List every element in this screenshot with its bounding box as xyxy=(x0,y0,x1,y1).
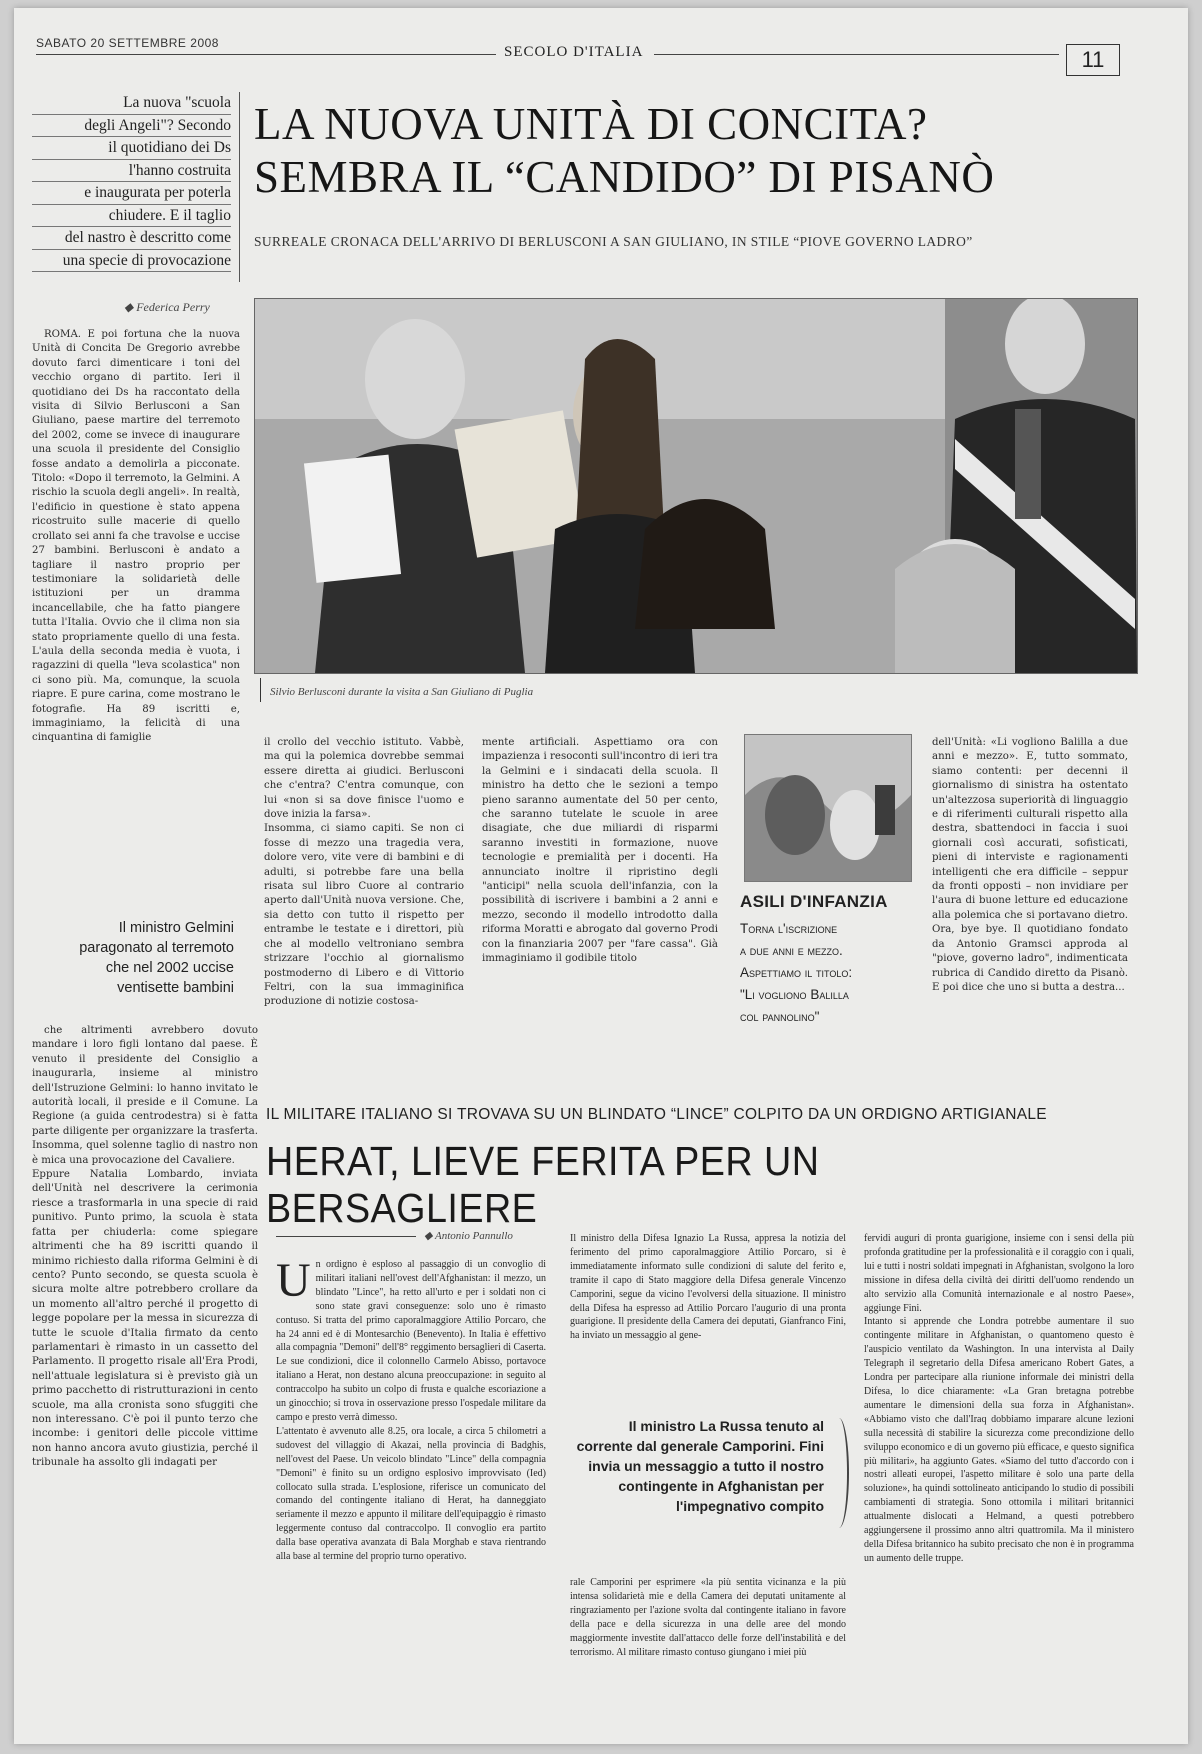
article-paragraph: dell'Unità: «Li vogliono Balilla a due anni e mezzo». E, tutto sommato, siamo contenti: per decenni il giornalismo di sinistra ha ostentato un'altezzosa superiorità di linguaggio e di riferimenti culturali rispetto alla destra, sbattendoci in faccia i suoi giornali così accurati, sofisticati, pieni di interviste e ragionamenti intelligenti che era difficile – seppur da fronti opposti – non invidiare per l'aura di buone letture ed educazione alla polemica che si portavano dietro. Ora, bye bye. Il quotidiano fondato da Antonio Gramsci approda al "piove, governo ladro", indimenticata rubrica di Candido diretto da Pisanò. E poi dice che uno si butta a destra... xyxy=(932,737,1128,993)
headline-line-2: SEMBRA IL “CANDIDO” DI PISANÒ xyxy=(254,152,995,202)
box-photo xyxy=(744,734,912,882)
article-column-2 xyxy=(264,736,464,1086)
main-photo xyxy=(254,298,1138,674)
article2-column-2a xyxy=(570,1232,846,1402)
article2-column-2b xyxy=(570,1576,846,1732)
article-paragraph: il crollo del vecchio istituto. Vabbè, ma qui la polemica dovrebbe semmai essere diretta ai giudici. Berlusconi che c'entra? C'entra comunque, con lui «non si sa dove finisce l'uomo e dove inizia la farsa». Insomma, ci siamo capiti. Se non ci fosse di mezzo una tragedia vera, dolore vero, vite vere di bambini e di adulti, si potrebbe fare una bella risata sul libro Cuore al contrario aperto dall'Unità nuova versione. Che, sia detto con tutto il rispetto per entrambe le testate e i direttori, più che al modello veltroniano sembra strizzare l'occhio al giornalismo postmoderno di Libero e di Vittorio Feltri, con la sua immaginifica produzione di notizie costosa- xyxy=(264,737,464,1008)
subheadline: SURREALE CRONACA DELL'ARRIVO DI BERLUSCONI A SAN GIULIANO, IN STILE “PIOVE GOVERNO LADRO” xyxy=(254,234,973,249)
article2-column-1 xyxy=(276,1258,546,1732)
standfirst-line: del nastro è descritto come xyxy=(32,227,231,250)
dropcap: U xyxy=(276,1258,311,1307)
standfirst-line: e inaugurata per poterla xyxy=(32,182,231,205)
standfirst-line: degli Angeli"? Secondo xyxy=(32,115,231,138)
byline: ◆ Federica Perry xyxy=(124,300,210,314)
article2-byline: ◆ Antonio Pannullo xyxy=(424,1230,513,1242)
article-column-3 xyxy=(482,736,718,1086)
standfirst-line: il quotidiano dei Ds xyxy=(32,137,231,160)
pull-quote: Il ministro Gelmini paragonato al terremoto che nel 2002 uccise ventisette bambini xyxy=(79,920,234,996)
article2-headline: HERAT, LIEVE FERITA PER UN BERSAGLIERE xyxy=(266,1138,820,1231)
photo-caption: Silvio Berlusconi durante la visita a San Giuliano di Puglia xyxy=(270,686,534,698)
article2-pull-quote: Il ministro La Russa tenuto al corrente dal generale Camporini. Fini invia un messaggio a tutto il nostro contingente in Afghanistan per l'impegnativo compito xyxy=(576,1418,824,1514)
box-text-line: a due anni e mezzo. xyxy=(740,943,843,958)
article-paragraph: mente artificiali. Aspettiamo ora con impazienza i resoconti sull'incontro di ieri tra la Gelmini e i sindacati della scuola. Il ministro ha detto che le sezioni a tempo pieno saranno aumentate del 50 per cento, che saranno tutelate le scuole in aree disagiate, che due miliardi di risparmi saranno investiti in formazione, nuove tecnologie e premialità per i docenti. Ha annunciato inoltre il ripristino degli "anticipi" nella scuola dell'infanzia, con la possibilità di iscrivere i bambini a 2 anni e mezzo, secondo il modello introdotto dalla riforma Moratti e abrogato dal governo Prodi con la finanziaria 2007 per "fare cassa". Già immaginiamo il godibile titolo xyxy=(482,737,718,965)
article-paragraph: che altrimenti avrebbero dovuto mandare i loro figli lontano dal paese. È venuto il presidente del Consiglio a inaugurarla, insieme al ministro dell'Istruzione Gelmini: lo hanno invitato le autorità locali, il preside e il Comune. La Regione (a guida centrodestra) si è fatta parte diligente per organizzare la trasferta. Insomma, quel solenne taglio di nastro non è mica una provocazione del Cavaliere. Eppure Natalia Lombardo, inviata dell'Unità nel descrivere la cerimonia riesce a trasformarla in una specie di raid punitivo. Punto primo, la scuola è stata fatta per chiuderla: come spiegare altrimenti che ha 89 iscritti quando il minimo richiesto dalla riforma Gelmini è di cento? Punto secondo, se questa scuola è sicura molte altre potrebbero crollare da un momento all'altro perché il progetto di legge popolare per la messa in sicurezza di tutte le scuole d'Italia firmato da cento parlamentari è rimasto in un cassetto del Parlamento. Il progetto risale all'Era Prodi, nell'attuale legislatura si è previsto già un primo pacchetto di ristrutturazioni in cento scuole, ma alla cronista sono sfuggiti che non interessano. C'è poi il punto terzo che incombe: i genitori delle piccole vittime non hanno ancora avuto giustizia, perché il tribunale ha assolto gli indagati per xyxy=(32,1025,258,1469)
standfirst-line: l'hanno costruita xyxy=(32,160,231,183)
article-paragraph: fervidi auguri di pronta guarigione, insieme con i sensi della più profonda gratitudine per la professionalità e il coraggio con i quali, lui e tutti i nostri soldati impegnati in Afghanistan, svolgono la loro missione in difesa della civiltà dei diritti dell'uomo rendendo un alto servizio alla Comunità internazionale e al nostro Paese», aggiunge Fini. Intanto si apprende che Londra potrebbe aumentare il suo contingente militare in Afghanistan, o quantomeno questo è l'auspicio ventilato da Washington. In una intervista al Daily Telegraph il segretario della Difesa americano Robert Gates, a Londra per partecipare alla riunione informale dei ministri della Difesa, lo dice chiaramente: «La Gran bretagna potrebbe aumentare le dimensioni della sua forza in Afghanistan». «Abbiamo visto che dall'Iraq dobbiamo imparare alcune lezioni sulla necessità di stabilire la sicurezza come precondizione dello sviluppo economico e di un governo più efficace, e questo significa più militari», ha aggiunto Gates. «Siamo del tutto d'accordo con i nostri alleati europei, l'aspetto militare è solo una parte della soluzione», ha quindi sottolineato anticipando lo studio di possibili cambiamenti di strategia. Sono ottomila i militari britannici attualmente dislocati a Helmand, a questi potrebbero aggiungersene il prossimo anno altri quattromila. Ma il ministero della Difesa britannico ha subito precisato che non è in programma un aumento delle truppe. xyxy=(864,1233,1134,1564)
pull-quote-bracket xyxy=(829,1418,849,1528)
article2-kicker: IL MILITARE ITALIANO SI TROVAVA SU UN BLINDATO “LINCE” COLPITO DA UN ORDIGNO ARTIGIANALE xyxy=(266,1106,1047,1123)
main-headline xyxy=(254,98,1154,204)
headline-line-1: LA NUOVA UNITÀ DI CONCITA? xyxy=(254,99,928,149)
caption-rule xyxy=(260,678,261,702)
article2-column-3 xyxy=(864,1232,1134,1732)
article-paragraph: n ordigno è esploso al passaggio di un convoglio di militari italiani nell'ovest dell'Afghanistan: il mezzo, un blindato "Lince", ha retto all'urto e per i soldati non ci sono state gravi conseguenze: solo uno è rimasto contuso. Si tratta del primo caporalmaggiore Attilio Porcaro, che ha 24 anni ed è di Montesarchio (Benevento). In Italia è effettivo alla compagnia "Demoni" dell'8° reggimento bersaglieri di Caserta. Le sue condizioni, dice il colonnello Carmelo Abisso, portavoce italiano a Herat, non destano alcuna preoccupazione: in seguito al contraccolpo ha subito un colpo di frusta e qualche escoriazione a un ginocchio; si trova in osservazione presso l'ospedale militare da campo e presto verrà dimesso. L'attentato è avvenuto alle 8.25, ora locale, a circa 5 chilometri a sudovest del villaggio di Akazai, nella provincia di Badghis, nell'ovest del Paese. Un veicolo blindato "Lince" della compagnia "Demoni" è finito su un ordigno esplosivo improvvisato (Ied) collocato sulla strada. L'esplosione, riferisce un comunicato del comando del contingente italiano di Herat, ha danneggiato seriamente il mezzo e appunto il militare dell'equipaggio è rimasto leggermente contuso dal contraccolpo. Il convoglio era partito dalla base operativa avanzata di Bala Morghab e stava rientrando alla base al termine del proprio turno operativo. xyxy=(276,1259,546,1563)
article-column-4 xyxy=(932,736,1128,1086)
standfirst xyxy=(32,92,240,282)
newspaper-page xyxy=(14,8,1188,1744)
box-title: ASILI D'INFANZIA xyxy=(740,892,888,911)
photo-illustration xyxy=(255,299,1137,673)
header-rule-left xyxy=(36,54,496,55)
article-paragraph: Il ministro della Difesa Ignazio La Russa, appresa la notizia del ferimento del primo caporalmaggiore Attilio Porcaro, si è immediatamente informato sulle condizioni di salute del ferito e, tramite il capo di Stato maggiore della Difesa generale Vincenzo Camporini, segue da vicino l'evolversi della situazione. Il ministro della Difesa ha espresso ad Attilio Porcaro l'augurio di una pronta guarigione. Il presidente della Camera dei deputati, Gianfranco Fini, ha inviato un messaggio al gene- xyxy=(570,1233,846,1342)
article-column-1b xyxy=(32,1024,258,1732)
page-number: 11 xyxy=(1066,44,1120,76)
article-paragraph: ROMA. E poi fortuna che la nuova Unità di Concita De Gregorio avrebbe dovuto farci dimenticare i toni del vecchio organo di partito. Ieri il quotidiano dei Ds ha raccontato della visita di Silvio Berlusconi a San Giuliano, paese martire del terremoto del 2002, come se invece di inaugurare una scuola il presidente del Consiglio fosse andato a demolirla a picconate. Titolo: «Dopo il terremoto, la Gelmini. A rischio la scuola degli angeli». In realtà, l'edificio in questione è stato appena ricostruito sulle macerie di quello crollato sei anni fa che travolse e uccise 27 bambini. Berlusconi è andato a tagliare il nastro proprio per testimoniare la solidarietà delle istituzioni per un dramma incancellabile, che ha fatto piangere tutta l'Italia. Ovvio che il clima non sia stato propriamente quello di una festa. L'aula della seconda media è vuota, i ragazzini di quella "leva scolastica" non ci sono più. Ma, comunque, la scuola riapre. E pure carina, come mostrano le fotografie. Ha 89 iscritti e, immaginiamo, la felicità di una cinquantina di famiglie xyxy=(32,329,240,744)
issue-date: SABATO 20 SETTEMBRE 2008 xyxy=(36,36,219,50)
paper-name: SECOLO D'ITALIA xyxy=(504,44,644,60)
standfirst-line: una specie di provocazione xyxy=(32,250,231,273)
header-rule-right xyxy=(654,54,1059,55)
byline-rule xyxy=(276,1236,416,1237)
box-text xyxy=(740,918,910,1028)
standfirst-line: chiudere. E il taglio xyxy=(32,205,231,228)
box-text-line: Torna l'iscrizione xyxy=(740,921,838,936)
box-text-line: Aspettiamo il titolo: xyxy=(740,965,853,980)
box-photo-illustration xyxy=(745,735,911,881)
box-text-line: "Li vogliono Balilla xyxy=(740,987,849,1002)
standfirst-line: La nuova "scuola xyxy=(32,92,231,115)
box-text-line: col pannolino" xyxy=(740,1009,820,1024)
article-paragraph: rale Camporini per esprimere «la più sentita vicinanza e la più intensa solidarietà mie e della Camera dei deputati unitamente al ringraziamento per l'azione svolta dal contingente italiano in favore della pace e della sicurezza in una delle aree del mondo maggiormente investite dall'attacco delle forze dell'instabilità e del terrorismo. Al militare rimasto contuso giungano i miei più xyxy=(570,1577,846,1658)
article-column-1 xyxy=(32,328,240,868)
